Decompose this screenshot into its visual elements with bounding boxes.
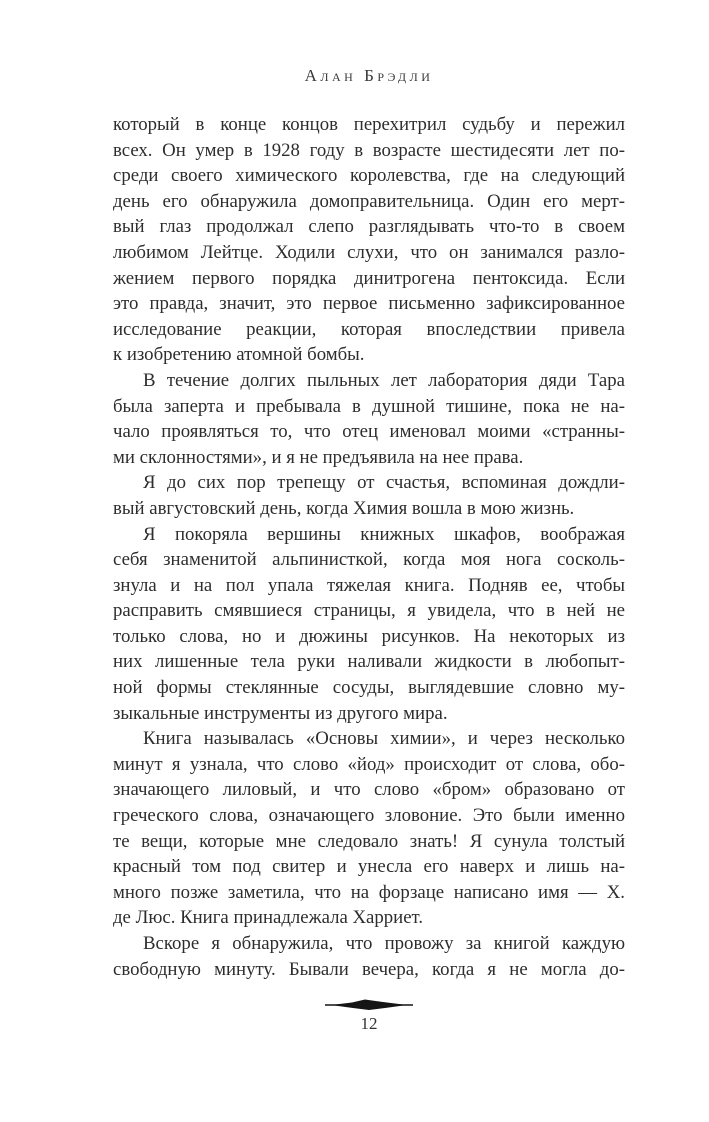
text-line: чало проявляться то, что отец именовал моими «странны- — [113, 421, 625, 443]
text-line: к изобретению атомной бомбы. — [113, 344, 365, 366]
text-line: Я до сих пор трепещу от счастья, вспоминая дождли- — [143, 472, 625, 494]
text-line: те вещи, которые мне следовало знать! Я сунула толстый — [113, 830, 625, 852]
text-line: значающего лиловый, и что слово «бром» образовано от — [113, 779, 625, 801]
text-line: знула и на пол упала тяжелая книга. Подняв ее, чтобы — [113, 574, 625, 596]
text-line: минут я узнала, что слово «йод» происходит от слова, обо- — [113, 753, 625, 775]
diamond-rule-divider-icon — [325, 998, 413, 1011]
text-line: день его обнаружила домоправительница. Один его мерт- — [113, 190, 625, 212]
text-line: среди своего химического королевства, где на следующий — [113, 165, 625, 187]
text-line: свободную минуту. Бывали вечера, когда я не могла до- — [113, 958, 625, 980]
text-line: Вскоре я обнаружила, что провожу за книгой каждую — [143, 933, 625, 954]
text-line: ми склонностями», и я не предъявила на нее права. — [113, 446, 524, 468]
text-line: расправить смявшиеся страницы, я увидела, что в ней не — [113, 600, 625, 622]
text-line: В течение долгих пыльных лет лаборатория дяди Тара — [143, 369, 625, 391]
paragraph — [113, 112, 625, 368]
text-line: Книга называлась «Основы химии», и через несколько — [143, 728, 625, 750]
paragraph — [113, 368, 625, 470]
paragraph — [113, 726, 625, 931]
text-line: де Люс. Книга принадлежала Харриет. — [113, 907, 424, 929]
paragraph — [113, 522, 625, 727]
text-line: Я покоряла вершины книжных шкафов, воображая — [143, 523, 625, 545]
text-block — [113, 112, 625, 982]
text-line: исследование реакции, которая впоследствии привела — [113, 318, 625, 340]
text-line: вый глаз продолжал слепо разглядывать что-то в своем — [113, 216, 625, 238]
text-line: них лишенные тела руки наливали жидкости в любопыт- — [113, 651, 625, 673]
text-line: себя знаменитой альпинисткой, когда моя нога сосколь- — [113, 549, 625, 571]
paragraph — [113, 931, 625, 982]
page-footer — [113, 998, 625, 1034]
text-line: жением первого порядка динитрогена пентоксида. Если — [113, 267, 625, 289]
text-line: который в конце концов перехитрил судьбу и пережил — [113, 114, 625, 135]
text-line: это правда, значит, это первое письменно зафиксированное — [113, 293, 625, 315]
text-line: всех. Он умер в 1928 году в возрасте шестидесяти лет по- — [113, 139, 625, 161]
text-line: ной формы стеклянные сосуды, выглядевшие словно му- — [113, 677, 625, 699]
text-line: была заперта и пребывала в душной тишине, пока не на- — [113, 395, 625, 417]
text-line: вый августовский день, когда Химия вошла в мою жизнь. — [113, 497, 575, 519]
text-line: греческого слова, означающего зловоние. Это были именно — [113, 805, 625, 827]
text-line: красный том под свитер и унесла его наверх и лишь на- — [113, 856, 625, 878]
text-line: любимом Лейтце. Ходили слухи, что он занимался разло- — [113, 241, 625, 263]
text-line: много позже заметила, что на форзаце написано имя — Х. — [113, 881, 625, 903]
text-line: только слова, но и дюжины рисунков. На некоторых из — [113, 625, 625, 647]
running-head: Алан Брэдли — [304, 66, 434, 85]
page-number: 12 — [360, 1014, 378, 1033]
paragraph — [113, 470, 625, 521]
text-line: зыкальные инструменты из другого мира. — [113, 702, 448, 724]
